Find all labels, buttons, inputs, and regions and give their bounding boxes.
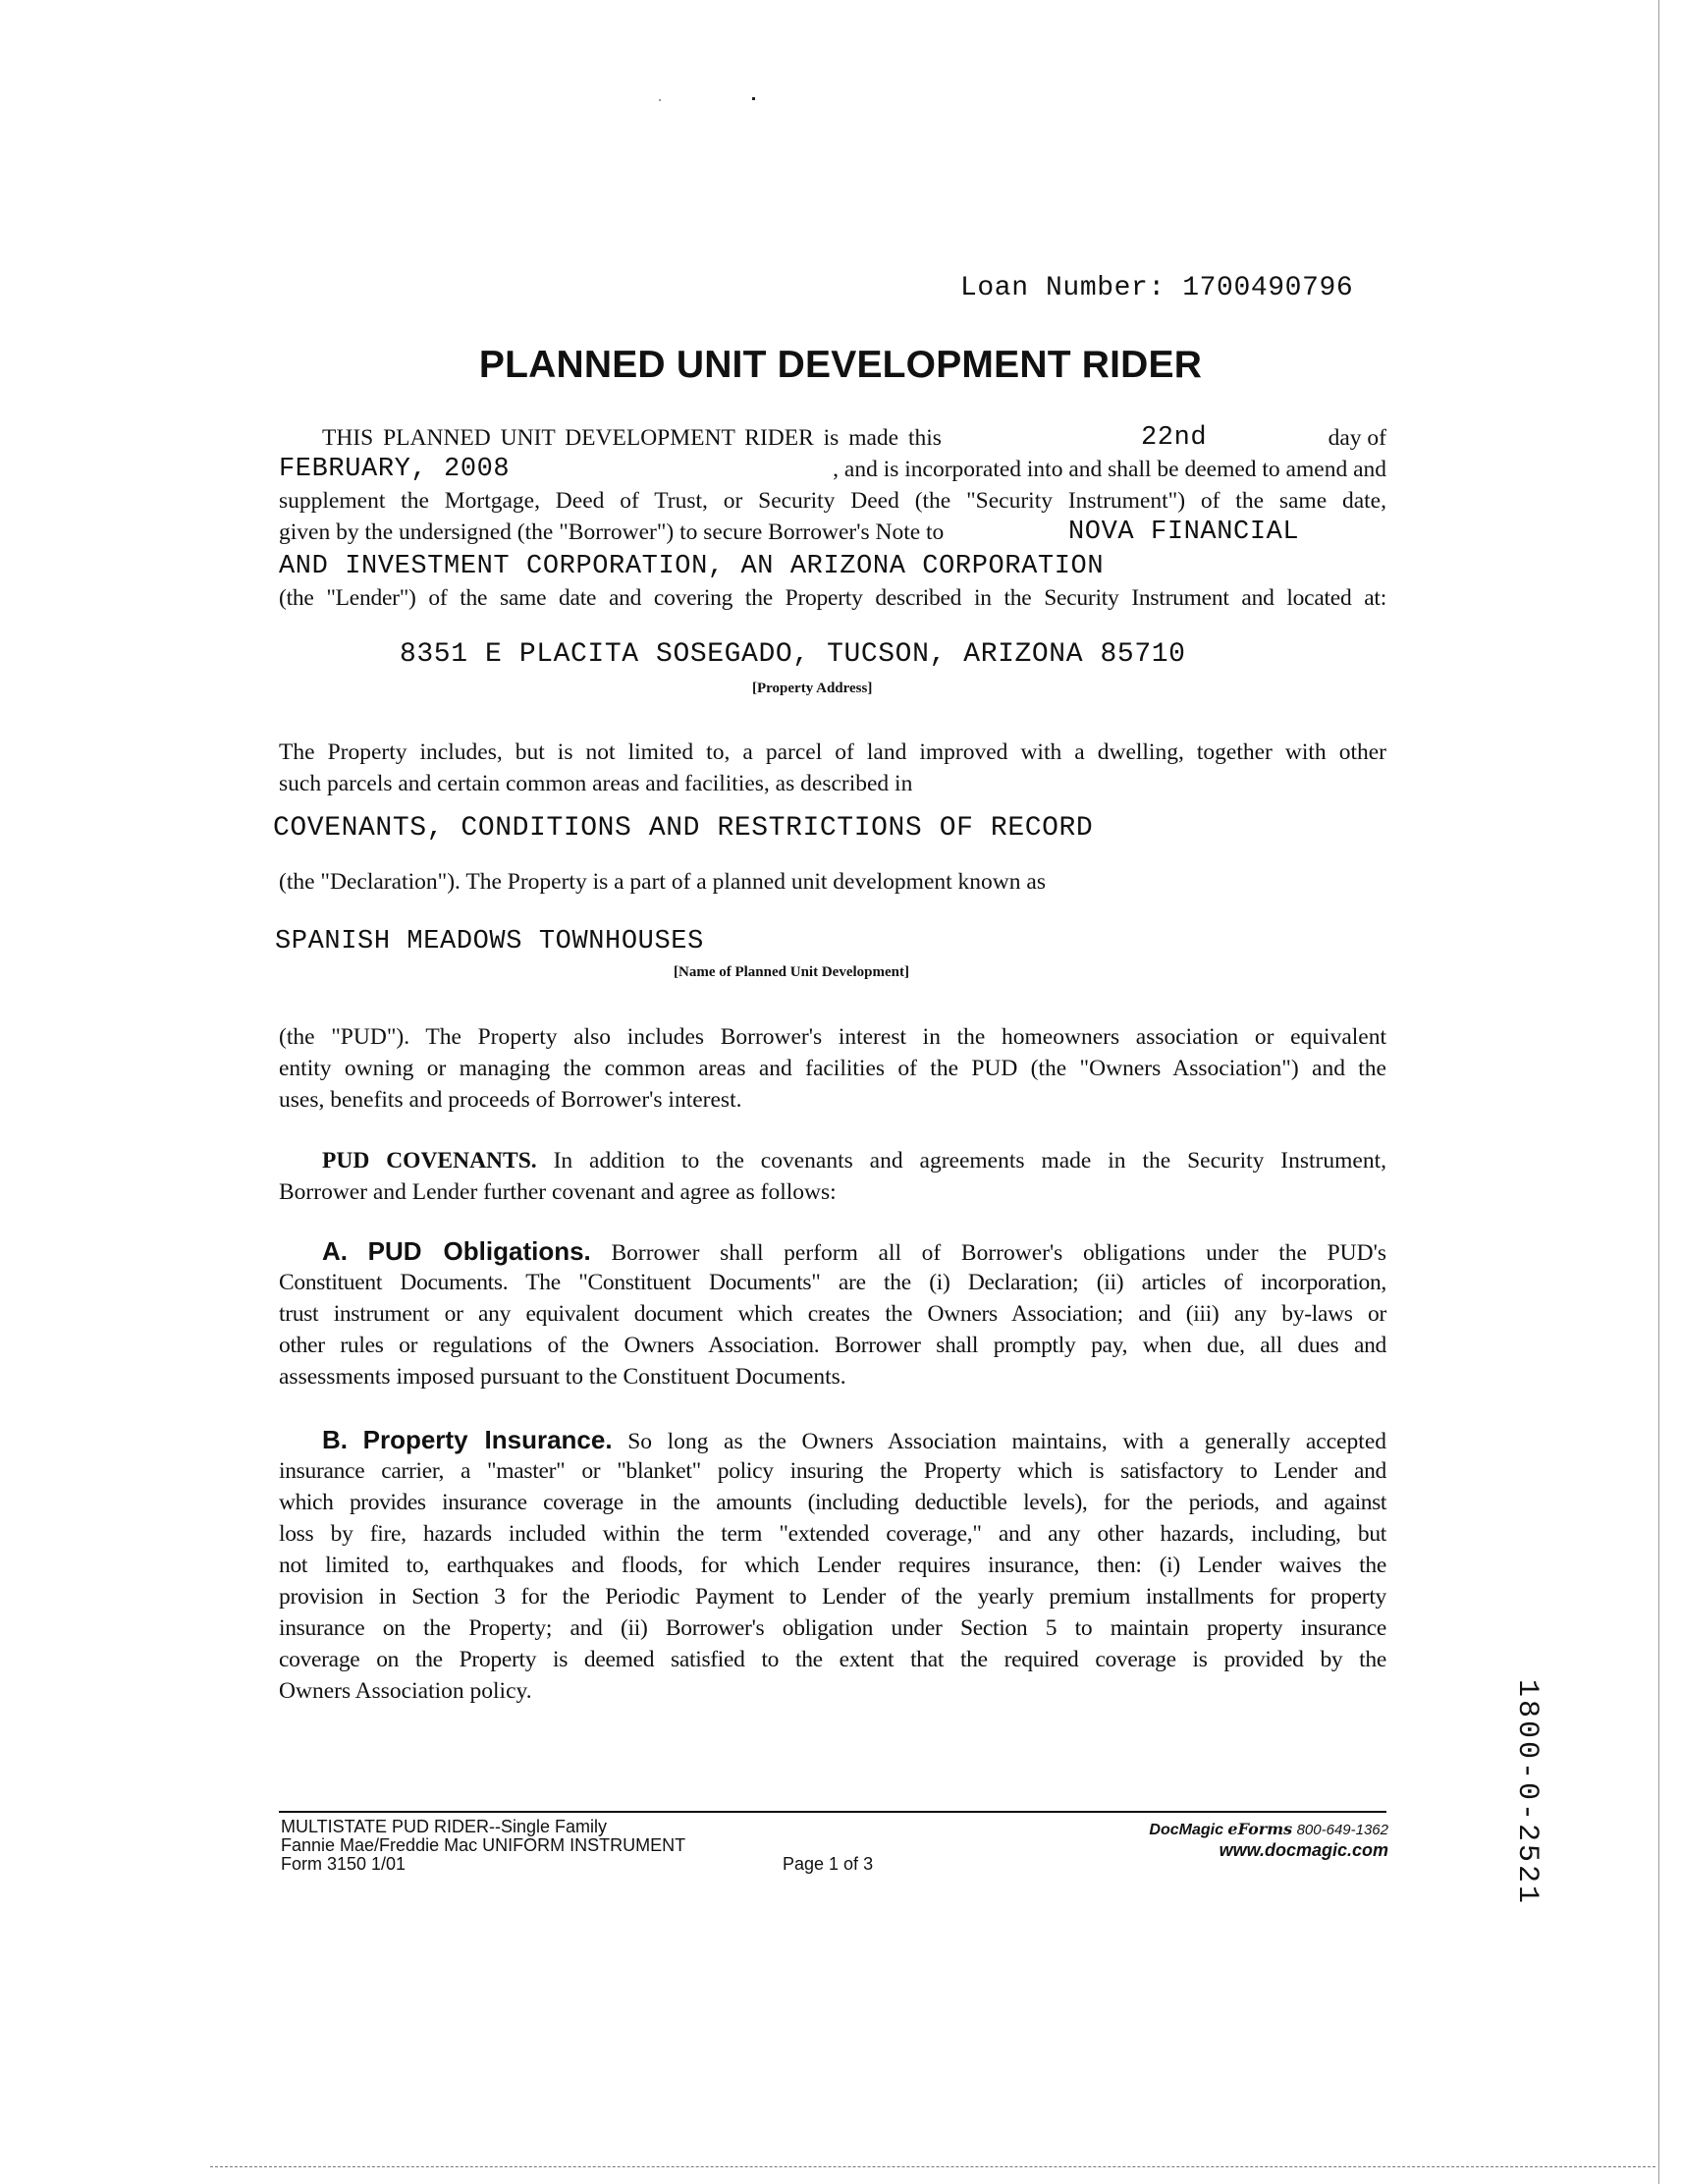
section-a-heading: PUD Obligations. <box>367 1236 591 1266</box>
eforms-logo: eForms <box>1227 1820 1293 1838</box>
docmagic-brand: DocMagic <box>1149 1822 1223 1838</box>
pud-name-caption: [Name of Planned Unit Development] <box>674 964 909 980</box>
property-includes-line-2: such parcels and certain common areas and facilities, as described in <box>279 771 913 796</box>
property-address-value: 8351 E PLACITA SOSEGADO, TUCSON, ARIZONA 85710 <box>400 639 1186 670</box>
section-a-line-1: A. PUD Obligations. Borrower shall perform all of Borrower's obligations under the PUD's <box>322 1236 1386 1266</box>
footer-form-number: Form 3150 1/01 <box>281 1854 407 1874</box>
section-b-label: B. <box>322 1425 348 1454</box>
section-b-body: insurance carrier, a "master" or "blanket" policy insuring the Property which is satisfactory to Lender and which provides insurance coverage in the amounts (including deductible levels), for the periods, and against loss by fire, hazards included within the term "extended coverage," and any other hazards, including, but not limited to, earthquakes and floods, for which Lender requires insurance, then: (i) Lender waives the provision in Section 3 for the Periodic Payment to Lender of the yearly premium installments for property insurance on the Property; and (ii) Borrower's obligation under Section 5 to maintain property insurance coverage on the Property is deemed satisfied to the extent that the required coverage is provided by the Owners Association policy. <box>279 1458 1386 1704</box>
covenants-heading: PUD COVENANTS. <box>322 1148 537 1174</box>
footer-form-info <box>281 1818 685 1874</box>
intro-line-2 <box>279 454 1386 485</box>
property-address-caption: [Property Address] <box>752 681 873 696</box>
loan-number-value: 1700490796 <box>1182 273 1354 303</box>
section-a-body: Constituent Documents. The "Constituent Documents" are the (i) Declaration; (ii) articles of incorporation, trust instrument or any equivalent document which creates the Owners Association; and (iii) any by-laws or other rules or regulations of the Owners Association. Borrower shall promptly pay, when due, all dues and assessments imposed pursuant to the Constituent Documents. <box>279 1270 1386 1390</box>
property-includes-paragraph <box>279 737 1386 799</box>
lender-name-part1: NOVA FINANCIAL <box>1068 518 1300 547</box>
footer-rule <box>279 1811 1386 1813</box>
footer-docmagic <box>982 1820 1388 1860</box>
loan-number-label: Loan Number: <box>960 273 1166 303</box>
intro-line-1 <box>322 422 1386 454</box>
intro-paragraph <box>279 485 1386 517</box>
intro-line-4-text: given by the undersigned (the "Borrower") to secure Borrower's Note to <box>279 519 945 545</box>
scan-edge-line <box>1658 0 1659 2184</box>
margin-recording-stamp: 1800-0-2521 <box>1510 1679 1544 1907</box>
property-includes-line-1: The Property includes, but is not limited to, a parcel of land improved with a dwelling, together with other <box>279 739 1386 765</box>
day-of-label: day of <box>1328 425 1386 451</box>
intro-line-3: supplement the Mortgage, Deed of Trust, or Security Deed (the "Security Instrument") of the same date, <box>279 488 1386 514</box>
scan-speck <box>659 99 661 101</box>
pud-paragraph: (the "PUD"). The Property also includes Borrower's interest in the homeowners association or equivalent entity owning or managing the common areas and facilities of the PUD (the "Owners Association") and the uses, benefits and proceeds of Borrower's interest. <box>279 1024 1386 1113</box>
covenants-line-2: Borrower and Lender further covenant and agree as follows: <box>279 1179 837 1205</box>
lender-name-part2: AND INVESTMENT CORPORATION, AN ARIZONA CORPORATION <box>279 552 1105 581</box>
footer-form-instrument: Fannie Mae/Freddie Mac UNIFORM INSTRUMENT <box>281 1835 686 1855</box>
section-a-label: A. <box>322 1236 348 1266</box>
section-b-line-1: B. Property Insurance. So long as the Owners Association maintains, with a generally accepted <box>322 1425 1387 1454</box>
rider-month-year: FEBRUARY, 2008 <box>279 455 511 484</box>
docmagic-website: www.docmagic.com <box>1219 1840 1388 1860</box>
footer-form-title: MULTISTATE PUD RIDER--Single Family <box>281 1817 608 1836</box>
loan-number-line <box>960 273 1353 304</box>
docmagic-phone: 800-649-1362 <box>1296 1822 1388 1838</box>
scan-speck <box>752 97 755 100</box>
scan-bottom-edge <box>210 2166 1655 2168</box>
pud-name-value: SPANISH MEADOWS TOWNHOUSES <box>275 927 704 956</box>
document-title: PLANNED UNIT DEVELOPMENT RIDER <box>478 344 1203 386</box>
rider-day: 22nd <box>1141 423 1208 453</box>
intro-line-4 <box>279 517 1386 548</box>
intro-line-6: (the "Lender") of the same date and covering the Property described in the Security Instrument and located at: <box>279 585 1386 611</box>
covenants-line-1: PUD COVENANTS. In addition to the covenants and agreements made in the Security Instrument, <box>322 1148 1386 1174</box>
declaration-value: COVENANTS, CONDITIONS AND RESTRICTIONS OF RECORD <box>273 813 1094 844</box>
intro-lead: THIS PLANNED UNIT DEVELOPMENT RIDER is made this <box>322 425 942 451</box>
section-b-heading: Property Insurance. <box>362 1425 613 1454</box>
footer-page-number: Page 1 of 3 <box>783 1854 874 1874</box>
intro-line-2-text: , and is incorporated into and shall be deemed to amend and <box>833 457 1386 482</box>
declaration-line: (the "Declaration"). The Property is a part of a planned unit development known as <box>279 869 1046 895</box>
